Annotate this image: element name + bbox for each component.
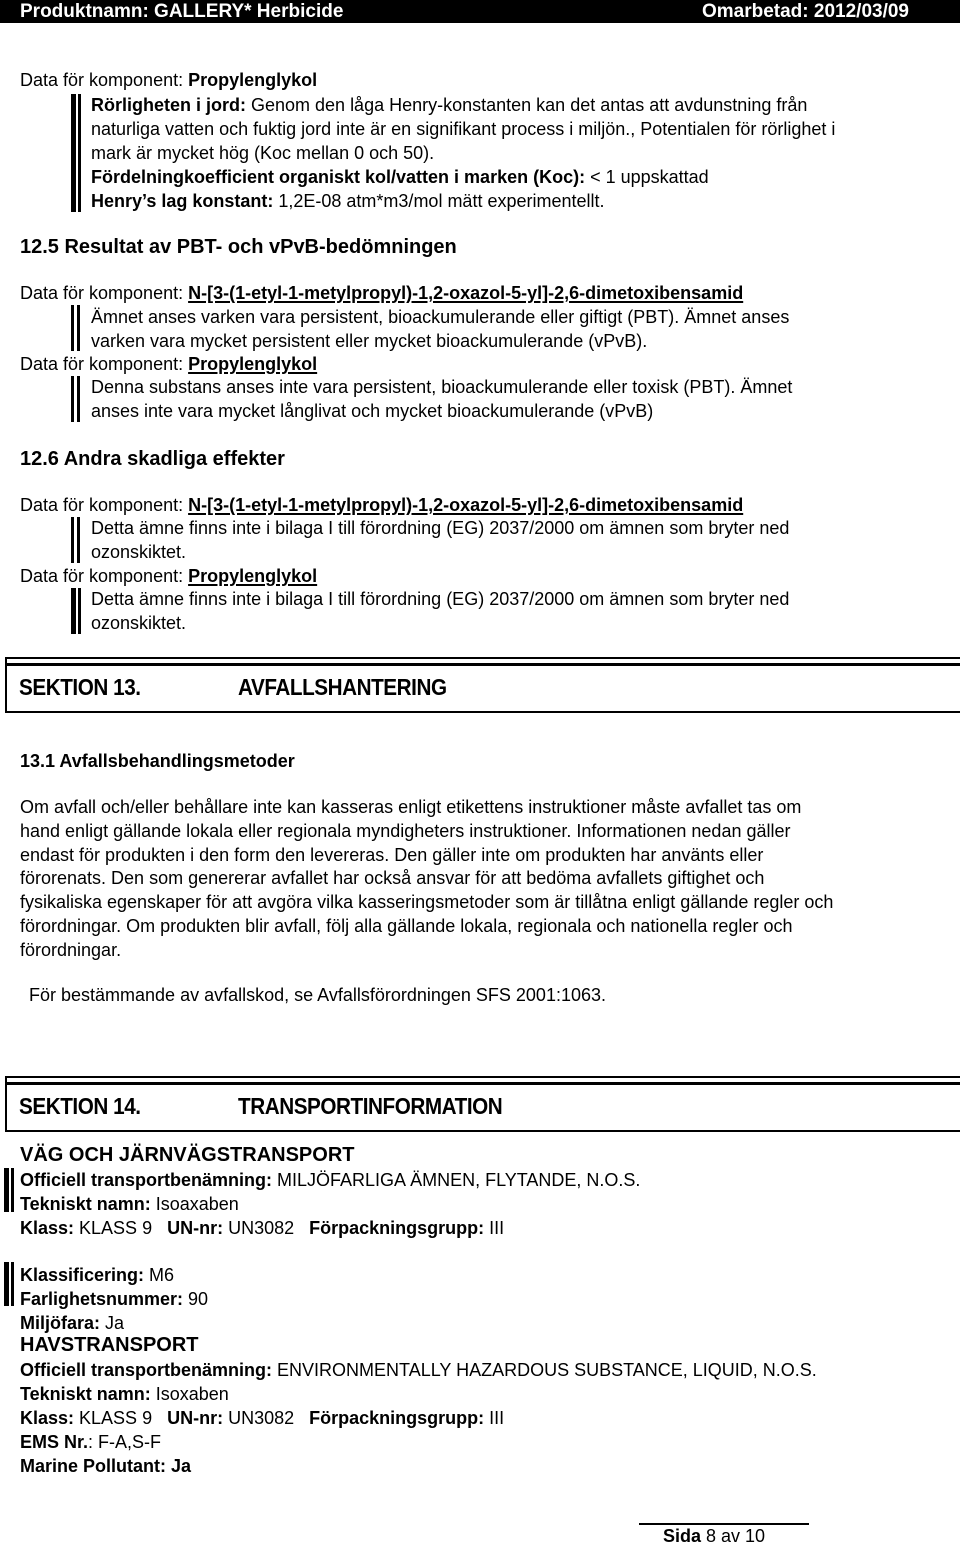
section-13-banner xyxy=(5,657,960,713)
field-label: UN-nr: xyxy=(167,1408,224,1428)
section-14-banner xyxy=(5,1076,960,1132)
component-prefix: Data för komponent: xyxy=(20,566,189,586)
mobility-line-3: mark är mycket hög (Koc mellan 0 och 50). xyxy=(91,143,435,163)
field-value: KLASS 9 xyxy=(74,1408,168,1428)
field-label: Förpackningsgrupp: xyxy=(309,1408,485,1428)
field-value: Isoxaben xyxy=(150,1384,229,1404)
component-prefix: Data för komponent: xyxy=(20,354,189,374)
hazard-number-line xyxy=(20,1287,208,1311)
field-value: KLASS 9 xyxy=(74,1218,168,1238)
field-label: Förpackningsgrupp: xyxy=(309,1218,485,1238)
heading-13-1: 13.1 Avfallsbehandlingsmetoder xyxy=(20,751,295,771)
field-label: Tekniskt namn: xyxy=(20,1384,151,1404)
ozone-text-3: Detta ämne finns inte i bilaga I till förordning (EG) 2037/2000 om ämnen som bryter ned xyxy=(91,589,790,609)
field-label: EMS Nr. xyxy=(20,1432,89,1452)
henry-label: Henry’s lag konstant: xyxy=(91,191,274,211)
paragraph-line: endast för produkten i den form den levereras. Den gäller inte om produkten har använts eller xyxy=(20,844,764,865)
section-number: SEKTION 14. xyxy=(19,1093,141,1119)
road-transport-heading: VÄG OCH JÄRNVÄGSTRANSPORT xyxy=(20,1144,355,1166)
ozone-text-2: ozonskiktet. xyxy=(91,542,187,562)
ems-line xyxy=(20,1430,161,1454)
heading-12-5: 12.5 Resultat av PBT- och vPvB-bedömningen xyxy=(20,236,457,258)
mobility-line-2: naturliga vatten och fuktig jord inte är en signifikant process i miljön., Potentialen för rörlighet i xyxy=(91,119,836,139)
mobility-label: Rörligheten i jord: xyxy=(91,95,246,115)
component-line xyxy=(20,564,317,588)
paragraph-line: Om avfall och/eller behållare inte kan kasseras enligt etikettens instruktioner måste avfallet tas om xyxy=(20,797,802,817)
paragraph-line: förordningar. xyxy=(20,939,122,960)
page-footer xyxy=(639,1523,809,1546)
paragraph-line: förordningar. Om produkten blir avfall, följ alla gällande lokala, regionala och nationella regler och xyxy=(20,915,793,936)
field-value: Ja xyxy=(100,1313,125,1333)
henry-value: 1,2E-08 atm*m3/mol mätt experimentellt. xyxy=(273,191,605,211)
component-prefix: Data för komponent: xyxy=(20,283,189,303)
waste-code-note: För bestämmande av avfallskod, se Avfallsförordningen SFS 2001:1063. xyxy=(29,985,607,1005)
component-name: Propylenglykol xyxy=(188,70,318,90)
component-line xyxy=(20,352,317,376)
field-value: III xyxy=(484,1218,505,1238)
field-value: Isoaxaben xyxy=(150,1194,239,1214)
road-shipping-name xyxy=(20,1168,640,1192)
paragraph-line: förorenats. Den som genererar avfallet har också ansvar för att bedöma avfallets giftighet och xyxy=(20,868,765,889)
pbt-text-4: anses inte vara mycket långlivat och mycket bioackumulerande (vPvB) xyxy=(91,401,654,421)
component-line xyxy=(20,493,743,517)
henry-line xyxy=(91,189,605,213)
koc-value: < 1 uppskattad xyxy=(585,167,709,187)
field-label: Tekniskt namn: xyxy=(20,1194,151,1214)
page-header xyxy=(0,0,960,23)
component-name: N-[3-(1-etyl-1-metylpropyl)-1,2-oxazol-5-yl]-2,6-dimetoxibensamid xyxy=(188,283,744,303)
component-line xyxy=(20,68,317,92)
pbt-text-1: Ämnet anses varken vara persistent, bioackumulerande eller giftigt (PBT). Ämnet anses xyxy=(91,307,790,327)
environment-hazard-line xyxy=(20,1311,124,1335)
field-value: III xyxy=(484,1408,505,1428)
koc-label: Fördelningkoefficient organiskt kol/vatten i marken (Koc): xyxy=(91,167,586,187)
section-title: AVFALLSHANTERING xyxy=(238,674,447,700)
field-value: UN3082 xyxy=(223,1218,310,1238)
ozone-text-1: Detta ämne finns inte i bilaga I till förordning (EG) 2037/2000 om ämnen som bryter ned xyxy=(91,518,790,538)
field-value: ENVIRONMENTALLY HAZARDOUS SUBSTANCE, LIQUID, N.O.S. xyxy=(272,1360,817,1380)
field-value: UN3082 xyxy=(223,1408,310,1428)
field-value: : F-A,S-F xyxy=(88,1432,162,1452)
component-name: Propylenglykol xyxy=(188,354,318,374)
mobility-line-1 xyxy=(91,93,807,117)
page-number: 8 av 10 xyxy=(701,1526,766,1546)
field-label: Officiell transportbenämning: xyxy=(20,1360,273,1380)
component-name: N-[3-(1-etyl-1-metylpropyl)-1,2-oxazol-5-yl]-2,6-dimetoxibensamid xyxy=(188,495,744,515)
road-technical-name xyxy=(20,1192,239,1216)
field-label: Klassificering: xyxy=(20,1265,145,1285)
section-title: TRANSPORTINFORMATION xyxy=(238,1093,503,1119)
heading-12-6: 12.6 Andra skadliga effekter xyxy=(20,448,285,470)
sea-technical-name xyxy=(20,1382,229,1406)
field-value: 90 xyxy=(183,1289,209,1309)
field-label: UN-nr: xyxy=(167,1218,224,1238)
classification-line xyxy=(20,1263,174,1287)
field-value: M6 xyxy=(144,1265,175,1285)
component-prefix: Data för komponent: xyxy=(20,70,189,90)
mobility-text: Genom den låga Henry-konstanten kan det antas att avdunstning från xyxy=(246,95,808,115)
sea-class-line xyxy=(20,1406,504,1430)
field-value: MILJÖFARLIGA ÄMNEN, FLYTANDE, N.O.S. xyxy=(272,1170,641,1190)
sea-shipping-name xyxy=(20,1358,817,1382)
ozone-text-4: ozonskiktet. xyxy=(91,613,187,633)
sea-transport-heading: HAVSTRANSPORT xyxy=(20,1334,199,1356)
field-label: Officiell transportbenämning: xyxy=(20,1170,273,1190)
marine-pollutant-line: Marine Pollutant: Ja xyxy=(20,1456,192,1476)
component-line xyxy=(20,281,743,305)
pbt-text-3: Denna substans anses inte vara persistent, bioackumulerande eller toxisk (PBT). Ämnet xyxy=(91,377,793,397)
field-label: Farlighetsnummer: xyxy=(20,1289,184,1309)
paragraph-line: fysikaliska egenskaper för att avgöra vilka kasseringsmetoder som är tillåtna enligt gällande regler och xyxy=(20,892,834,913)
road-class-line xyxy=(20,1216,504,1240)
component-name: Propylenglykol xyxy=(188,566,318,586)
page-label: Sida xyxy=(663,1526,702,1546)
disposal-paragraph xyxy=(20,796,950,963)
revision-date: Omarbetad: 2012/03/09 xyxy=(701,1,909,22)
section-number: SEKTION 13. xyxy=(19,674,141,700)
product-name: Produktnamn: GALLERY* Herbicide xyxy=(20,1,344,22)
pbt-text-2: varken vara mycket persistent eller mycket bioackumulerande (vPvB). xyxy=(91,331,648,351)
koc-line xyxy=(91,165,709,189)
component-prefix: Data för komponent: xyxy=(20,495,189,515)
field-label: Klass: xyxy=(20,1218,75,1238)
field-label: Klass: xyxy=(20,1408,75,1428)
paragraph-line: hand enligt gällande lokala eller regionala myndigheters instruktioner. Informationen nedan gäller xyxy=(20,820,791,841)
field-label: Miljöfara: xyxy=(20,1313,101,1333)
